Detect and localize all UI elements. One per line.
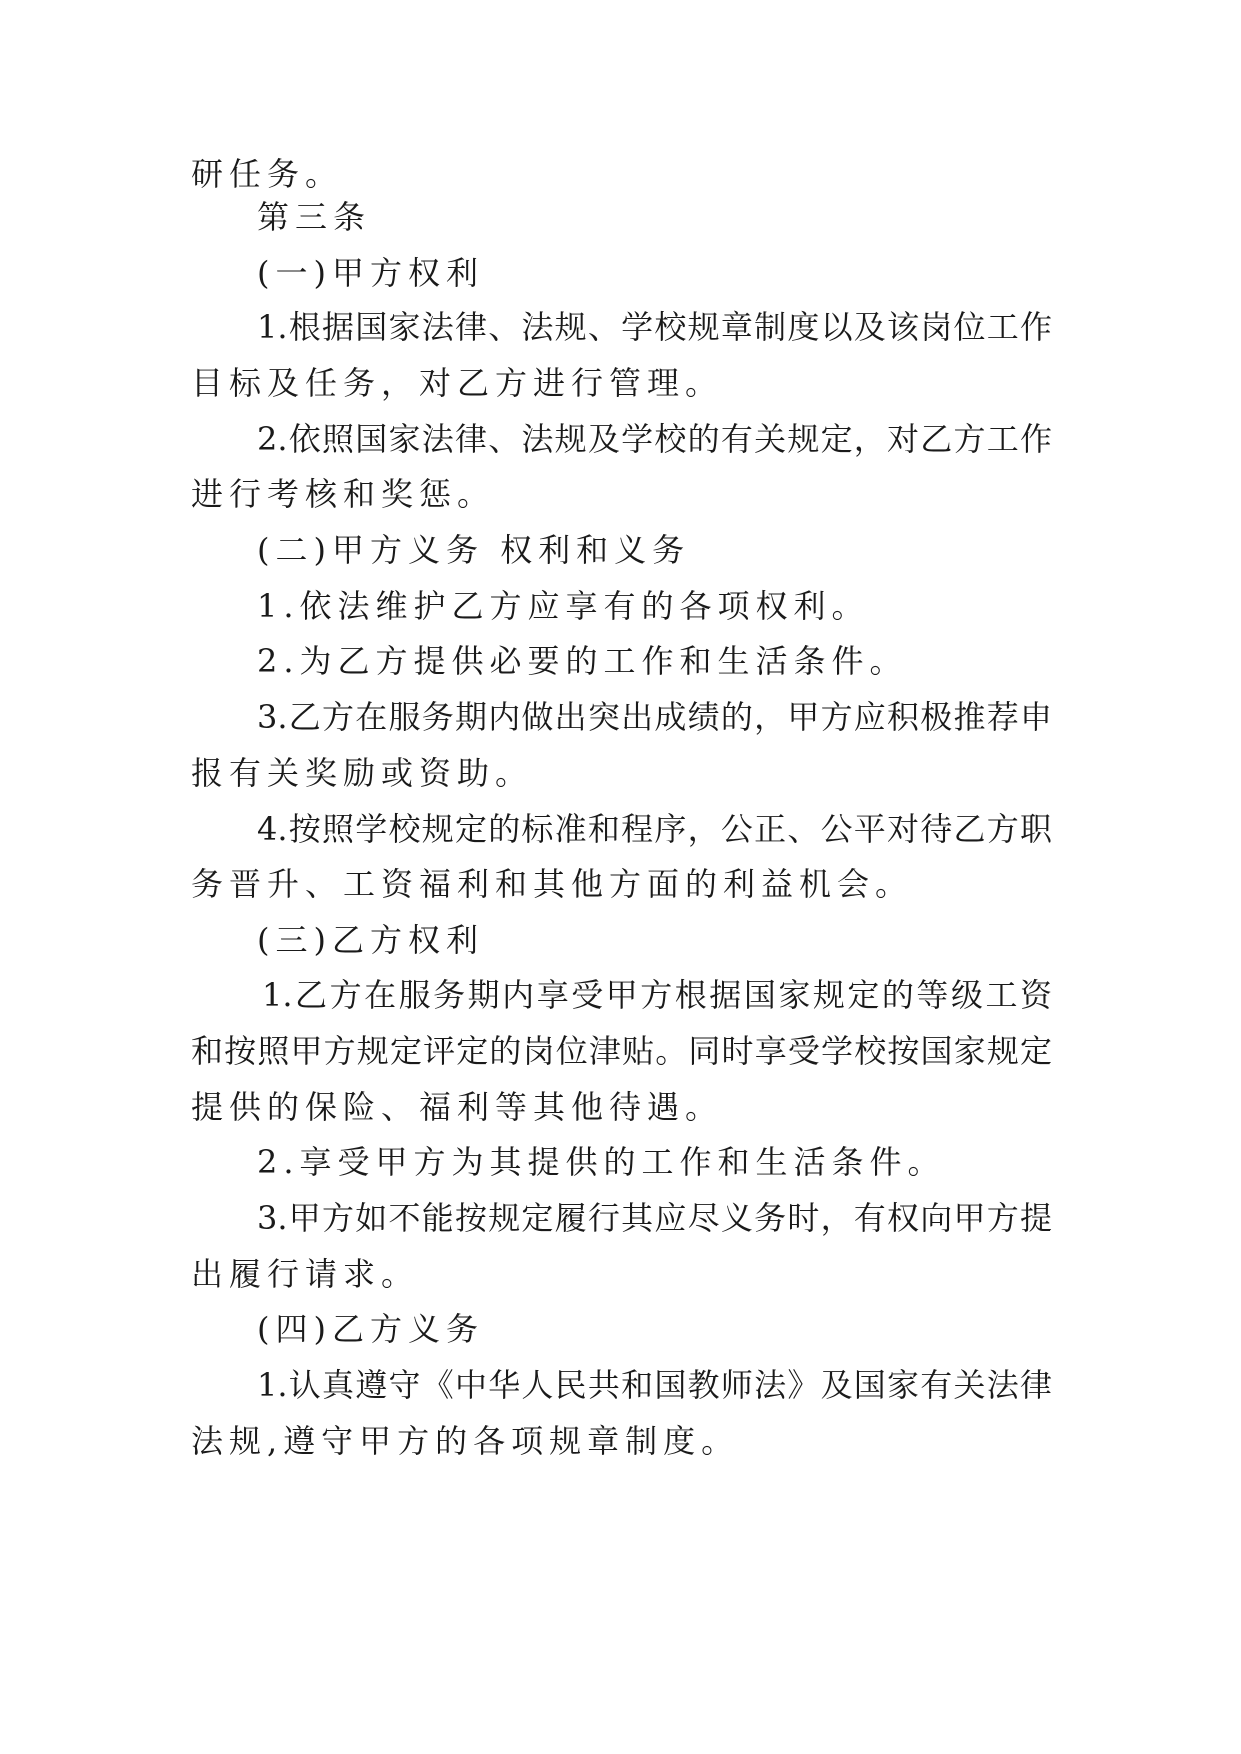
body-text-line: 4.按照学校规定的标准和程序，公正、公平对待乙方职 bbox=[257, 810, 1052, 848]
body-text-line: 出履行请求。 bbox=[191, 1255, 420, 1293]
body-text-line: 2.享受甲方为其提供的工作和生活条件。 bbox=[257, 1143, 946, 1181]
body-text-line: 目标及任务，对乙方进行管理。 bbox=[191, 364, 724, 402]
section-heading: (四)乙方义务 bbox=[257, 1310, 484, 1348]
article-heading: 第三条 bbox=[257, 198, 372, 236]
body-text-line: 务晋升、工资福利和其他方面的利益机会。 bbox=[191, 865, 914, 903]
section-heading: (二)甲方义务 权利和义务 bbox=[257, 531, 691, 569]
body-text-line: 提供的保险、福利等其他待遇。 bbox=[191, 1088, 724, 1126]
body-text-line: 1.乙方在服务期内享受甲方根据国家规定的等级工资 bbox=[262, 976, 1052, 1014]
body-text-line: 1.根据国家法律、法规、学校规章制度以及该岗位工作 bbox=[257, 308, 1052, 346]
body-text-line: 1.依法维护乙方应享有的各项权利。 bbox=[257, 587, 870, 625]
body-text-line: 1.认真遵守《中华人民共和国教师法》及国家有关法律 bbox=[257, 1366, 1052, 1404]
body-text-line: 报有关奖励或资助。 bbox=[191, 754, 534, 792]
body-text-line: 研任务。 bbox=[191, 155, 344, 193]
body-text-line: 3.甲方如不能按规定履行其应尽义务时，有权向甲方提 bbox=[257, 1199, 1052, 1237]
body-text-line: 进行考核和奖惩。 bbox=[191, 475, 496, 513]
body-text-line: 3.乙方在服务期内做出突出成绩的，甲方应积极推荐申 bbox=[257, 698, 1052, 736]
body-text-line: 2.依照国家法律、法规及学校的有关规定，对乙方工作 bbox=[257, 420, 1052, 458]
section-heading: (一)甲方权利 bbox=[257, 254, 484, 292]
body-text-line: 法规,遵守甲方的各项规章制度。 bbox=[191, 1422, 740, 1460]
section-heading: (三)乙方权利 bbox=[257, 921, 484, 959]
body-text-line: 和按照甲方规定评定的岗位津贴。同时享受学校按国家规定 bbox=[191, 1032, 1052, 1070]
body-text-line: 2.为乙方提供必要的工作和生活条件。 bbox=[257, 642, 908, 680]
